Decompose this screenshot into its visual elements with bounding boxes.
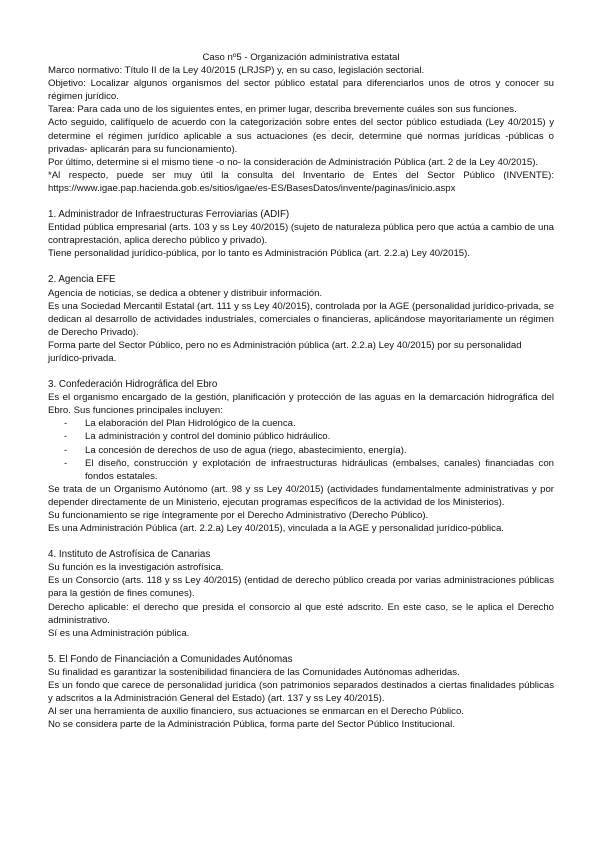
intro-paragraph: Objetivo: Localizar algunos organismos del sector público estatal para diferenciarlos unos de otros y conocer su régimen jurídico. (48, 78, 554, 103)
section-paragraph: Al ser una herramienta de auxilio financiero, sus actuaciones se enmarcan en el Derecho Público. (48, 706, 464, 718)
section-paragraph: Entidad pública empresarial (arts. 103 y ss Ley 40/2015) (sujeto de naturaleza pública pero que actúa a cambio de una contraprestación, aplica derecho público y privado). (48, 222, 554, 247)
section-heading: 4. Instituto de Astrofísica de Canarias (48, 549, 211, 561)
section-fondo-financiacion (48, 653, 554, 732)
section-paragraph: Tiene personalidad jurídico-pública, por lo tanto es Administración Pública (art. 2.2.a) Ley 40/2015). (48, 248, 471, 260)
section-paragraph: Es un Consorcio (arts. 118 y ss Ley 40/2015) (entidad de derecho público creada por varias administraciones públicas para la gestión de fines comunes). (48, 575, 554, 600)
list-item: - La administración y control del dominio público hidráulico. (48, 430, 554, 443)
section-heading: 5. El Fondo de Financiación a Comunidades Autónomas (48, 653, 293, 665)
section-paragraph: Su función es la investigación astrofísica. (48, 562, 224, 574)
document-body (48, 51, 554, 731)
intro-block (48, 64, 554, 195)
section-paragraph: Es un fondo que carece de personalidad jurídica (son patrimonios separados destinados a ciertas finalidades públicas y adscritos a la Administración General del Estado) (art. 137 y ss Ley 40/2015). (48, 680, 554, 705)
section-paragraph: No se considera parte de la Administración Pública, forma parte del Sector Público Institucional. (48, 719, 455, 731)
section-adif (48, 208, 554, 260)
intro-paragraph: Acto seguido, califíquelo de acuerdo con la categorización sobre entes del sector público estudiada (Ley 40/2015) y determine el régimen jurídico aplicable a sus actuaciones (es decir, determine qué normas jurídicas -públicas o privadas- aplicarán para su funcionamiento). (48, 117, 554, 155)
section-heading: 2. Agencia EFE (48, 274, 116, 286)
list-item: - La elaboración del Plan Hidrológico de la cuenca. (48, 417, 554, 430)
section-paragraph: Derecho aplicable: el derecho que presida el consorcio al que esté adscrito. En este caso, se le aplica el Derecho administrativo. (48, 601, 554, 626)
intro-paragraph: Por último, determine si el mismo tiene -o no- la consideración de Administración Pública (art. 2 de la Ley 40/2015). (48, 156, 539, 168)
section-agencia-efe (48, 273, 554, 365)
section-paragraph: Es una Administración Pública (art. 2.2.a) Ley 40/2015), vinculada a la AGE y personalidad jurídico-pública. (48, 523, 504, 535)
section-paragraph: Es el organismo encargado de la gestión, planificación y protección de las aguas en la demarcación hidrográfica del Ebro. Sus funciones principales incluyen: (48, 392, 554, 417)
section-paragraph: Forma parte del Sector Público, pero no es Administración pública (art. 2.2.a) Ley 40/2015) por su personalidad jurídico-privada. (48, 339, 522, 364)
intro-paragraph: *Al respecto, puede ser muy útil la consulta del Inventario de Entes del Sector Público (INVENTE): https://www.igae.pap.hacienda.gob.es/sitios/igae/es-ES/BasesDatos/invente/paginas/inicio.aspx (48, 169, 554, 194)
section-paragraph: Es una Sociedad Mercantil Estatal (art. 111 y ss Ley 40/2015), controlada por la AGE (personalidad jurídico-privada, se dedican al desarrollo de actividades industriales, comerciales o financieras, aplicándose mayoritariamente un régimen de Derecho Privado). (48, 300, 554, 338)
section-paragraph: Sí es una Administración pública. (48, 627, 190, 639)
section-paragraph: Su funcionamiento se rige íntegramente por el Derecho Administrativo (Derecho Público). (48, 510, 429, 521)
list-item: - La concesión de derechos de uso de agua (riego, abastecimiento, energía). (48, 444, 554, 457)
section-confederacion-ebro (48, 378, 554, 535)
document-title: Caso nº5 - Organización administrativa estatal (202, 52, 400, 63)
section-paragraph: Su finalidad es garantizar la sostenibilidad financiera de las Comunidades Autónomas adheridas. (48, 666, 460, 678)
intro-paragraph: Tarea: Para cada uno de los siguientes entes, en primer lugar, describa brevemente cuáles son sus funciones. (48, 104, 517, 116)
section-paragraph: Agencia de noticias, se dedica a obtener y distribuir información. (48, 287, 323, 299)
intro-paragraph: Marco normativo: Título II de la Ley 40/2015 (LRJSP) y, en su caso, legislación sectorial. (48, 65, 425, 77)
list-item: - El diseño, construcción y explotación de infraestructuras hidráulicas (embalses, canales) financiadas con fondos estatales. (48, 457, 554, 483)
section-heading: 1. Administrador de Infraestructuras Ferroviarias (ADIF) (48, 209, 290, 221)
section-paragraph: Se trata de un Organismo Autónomo (art. 98 y ss Ley 40/2015) (actividades fundamentalmente administrativas y por depender directamente de un Ministerio, ejecutan programas específicos de la actividad de los Ministerios). (48, 483, 554, 508)
functions-list (48, 417, 554, 482)
section-heading: 3. Confederación Hidrográfica del Ebro (48, 379, 218, 391)
section-instituto-astrofisica (48, 548, 554, 640)
